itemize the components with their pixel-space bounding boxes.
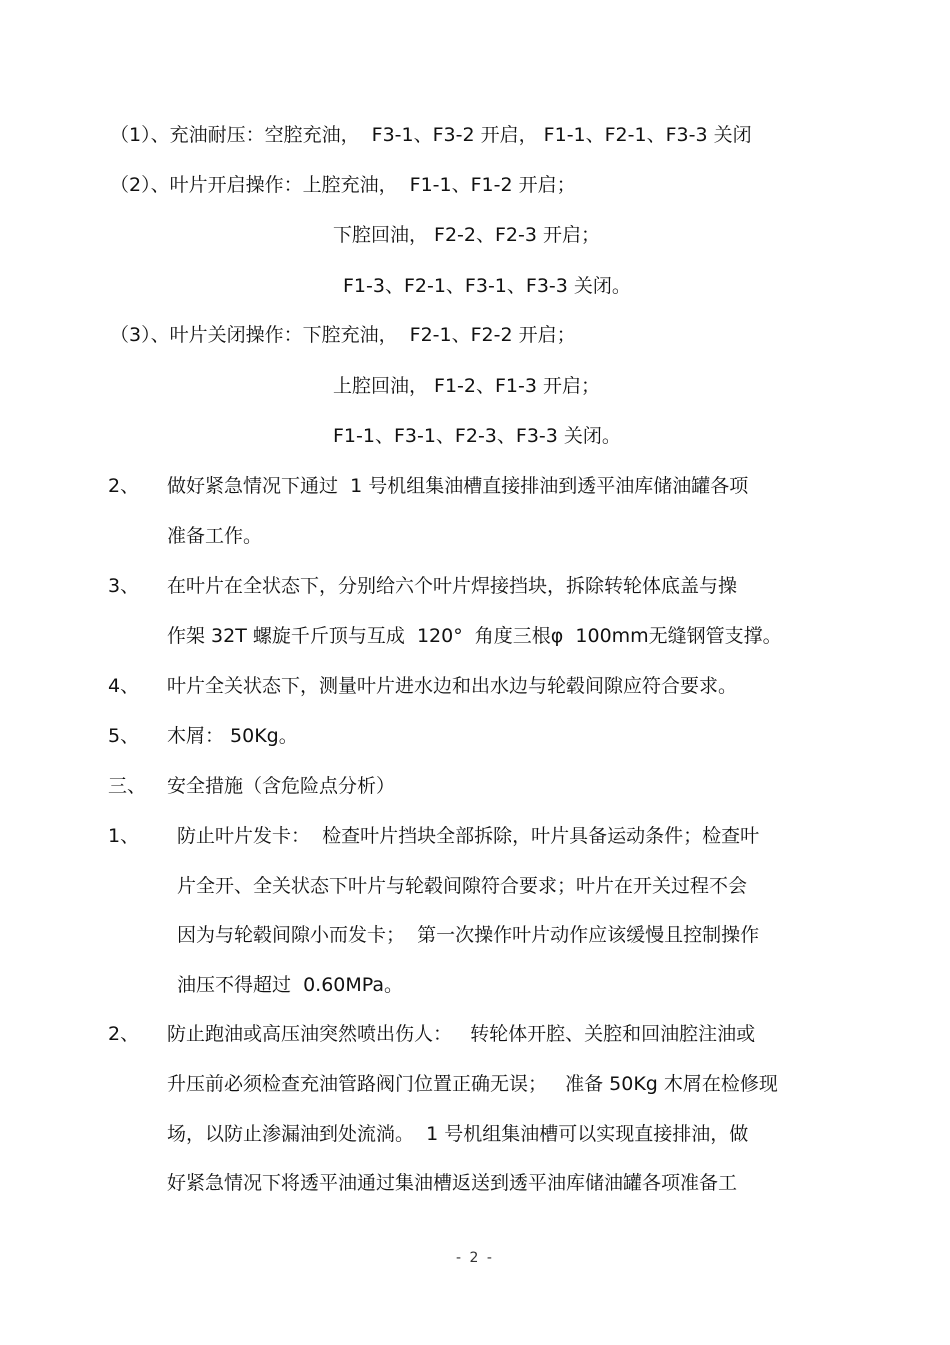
item-text-line: 叶片全关状态下，测量叶片进水边和出水边与轮毂间隙应符合要求。 [167,675,738,697]
item-number: 1、 [108,825,140,847]
item-text-line: 防止叶片发卡： 检查叶片挡块全部拆除，叶片具备运动条件；检查叶 [177,825,760,847]
item-text-line: 做好紧急情况下通过 1 号机组集油槽直接排油到透平油库储油罐各项 [167,475,749,497]
item-text-line: 升压前必须检查充油管路阀门位置正确无误； 准备 50Kg 木屑在检修现 [167,1073,778,1095]
page-number: - 2 - [456,1250,494,1266]
item-number: 5、 [108,725,140,747]
item-text-line: 片全开、全关状态下叶片与轮毂间隙符合要求；叶片在开关过程不会 [177,875,748,897]
item-text-line: 木屑： 50Kg。 [167,725,298,747]
item-number: 2、 [108,475,140,497]
operation-line-4: F1-3、F2-1、F3-1、F3-3 关闭。 [343,275,631,297]
operation-line-3: 下腔回油， F2-2、F2-3 开启； [333,224,601,246]
item-text-line: 好紧急情况下将透平油通过集油槽返送到透平油库储油罐各项准备工 [167,1172,738,1194]
item-number: 2、 [108,1023,140,1045]
operation-line-5: （3）、叶片关闭操作：下腔充油， F2-1、F2-2 开启； [110,324,576,346]
operation-line-2: （2）、叶片开启操作：上腔充油， F1-1、F1-2 开启； [110,174,576,196]
operation-line-1: （1）、充油耐压：空腔充油， F3-1、F3-2 开启， F1-1、F2-1、F3-3 关闭 [110,124,752,146]
item-text-line: 作架 32T 螺旋千斤顶与互成 120° 角度三根φ 100mm无缝钢管支撑。 [167,625,782,647]
section-heading: 安全措施（含危险点分析） [167,775,396,797]
item-number: 3、 [108,575,140,597]
item-number: 4、 [108,675,140,697]
item-text-line: 准备工作。 [167,525,263,547]
item-text-line: 因为与轮毂间隙小而发卡； 第一次操作叶片动作应该缓慢且控制操作 [177,924,760,946]
item-text-line: 防止跑油或高压油突然喷出伤人： 转轮体开腔、关腔和回油腔注油或 [167,1023,756,1045]
operation-line-7: F1-1、F3-1、F2-3、F3-3 关闭。 [333,425,621,447]
operation-line-6: 上腔回油， F1-2、F1-3 开启； [333,375,601,397]
item-text-line: 在叶片在全状态下，分别给六个叶片焊接挡块，拆除转轮体底盖与操 [167,575,738,597]
section-number: 三、 [108,775,147,797]
item-text-line: 油压不得超过 0.60MPa。 [177,974,404,996]
item-text-line: 场，以防止渗漏油到处流淌。 1 号机组集油槽可以实现直接排油，做 [167,1123,749,1145]
